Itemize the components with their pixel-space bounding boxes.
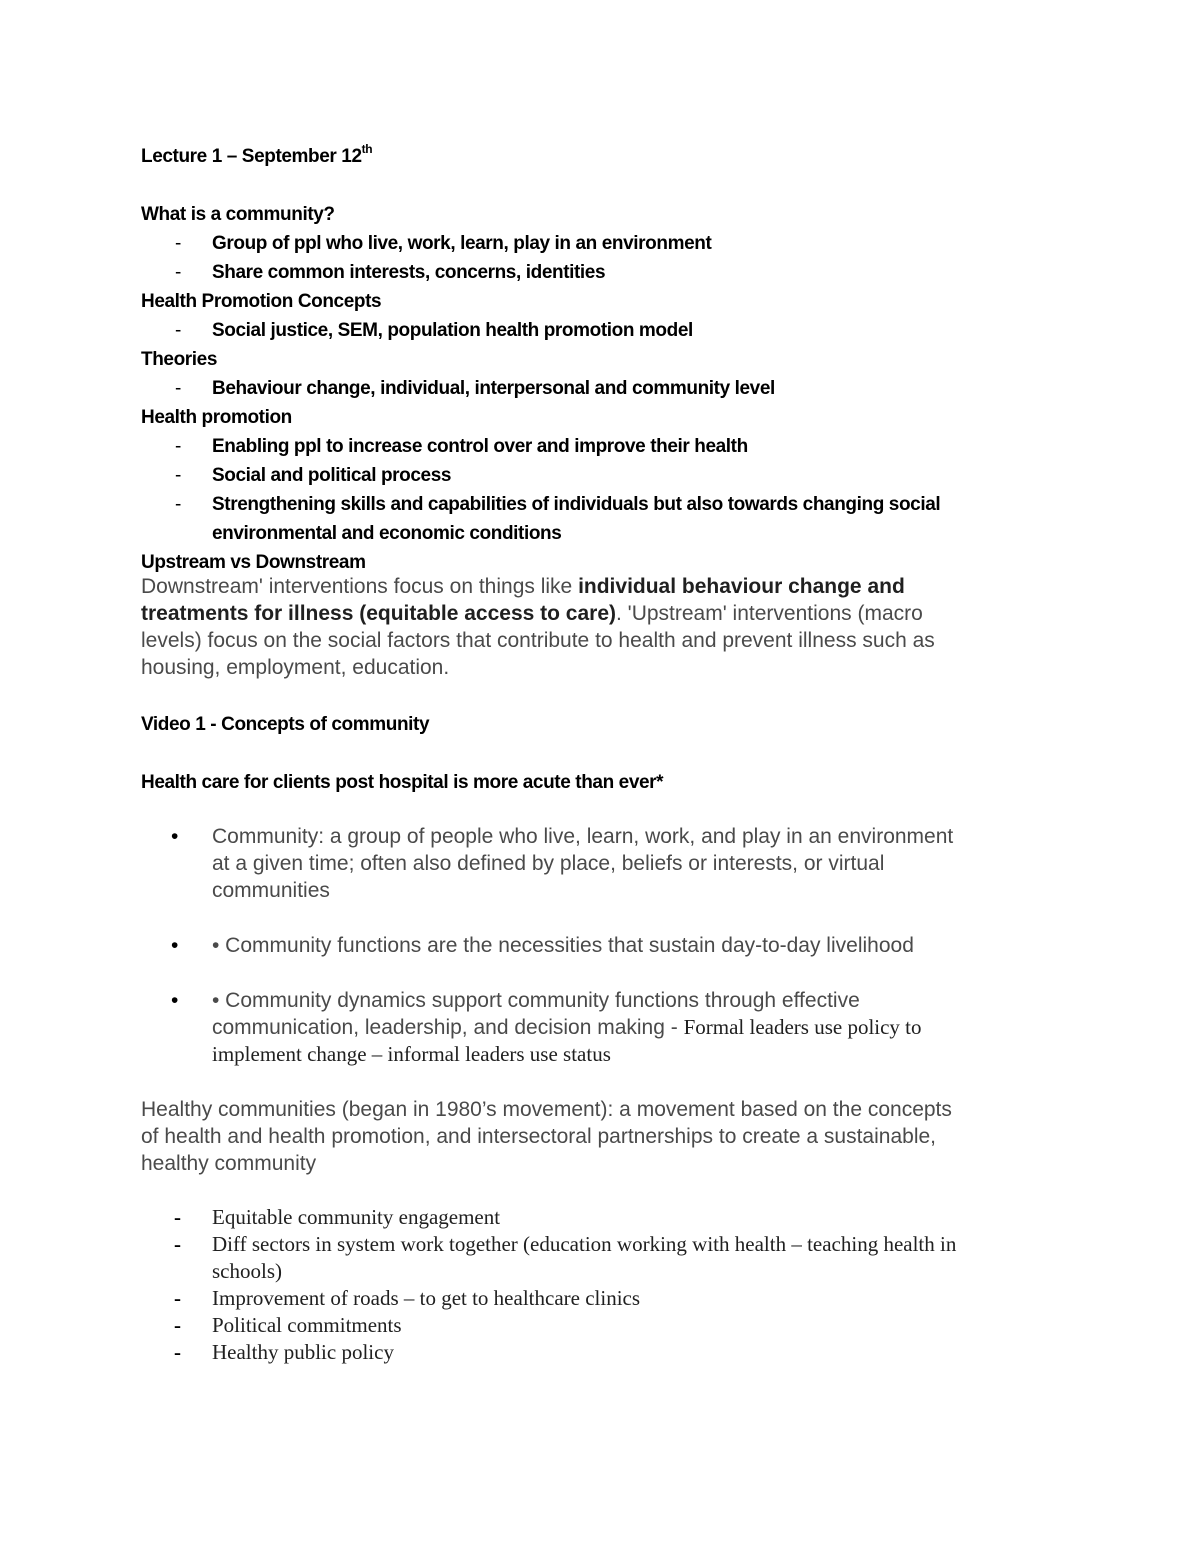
list-item: - Enabling ppl to increase control over and improve their health	[141, 432, 940, 461]
acute-note: Health care for clients post hospital is more acute than ever*	[141, 772, 664, 793]
dash-marker: -	[175, 378, 181, 399]
list-item: - Group of ppl who live, work, learn, play in an environment	[141, 229, 940, 258]
healthy-communities-paragraph: Healthy communities (began in 1980’s movement): a movement based on the concepts of health and health promotion, and intersectoral partnerships to create a sustainable, healthy community	[141, 1098, 952, 1175]
health-promotion-heading: Health promotion	[141, 407, 292, 428]
dash-marker: -	[175, 494, 181, 515]
list-item: - Social justice, SEM, population health promotion model	[141, 316, 940, 345]
community-section	[141, 200, 940, 577]
dash-marker: -	[175, 465, 181, 486]
list-item-continuation: environmental and economic conditions	[212, 523, 562, 544]
list-item: - Strengthening skills and capabilities of individuals but also towards changing social	[141, 490, 940, 519]
list-item: • Community: a group of people who live, learn, work, and play in an environment at a given time; often also defined by place, beliefs or interests, or virtual communities	[171, 825, 954, 902]
community-bullet-3	[141, 987, 922, 1068]
list-item: • • Community dynamics support community functions through effective communication, leadership, and decision making - Formal leaders use policy to implement change – informal leaders use status	[171, 989, 922, 1066]
video-heading: Video 1 - Concepts of community	[141, 714, 430, 735]
bullet-marker: •	[171, 934, 179, 957]
list-item: - Improvement of roads – to get to healthcare clinics	[174, 1286, 641, 1310]
community-bullet-1	[141, 823, 953, 904]
health-promotion-list	[141, 432, 940, 548]
healthy-communities-list	[141, 1204, 956, 1366]
dash-marker: -	[174, 1205, 181, 1229]
list-item: - Political commitments	[174, 1313, 402, 1337]
bullet-marker: •	[171, 989, 179, 1012]
dash-marker: -	[174, 1313, 181, 1337]
community-heading: What is a community?	[141, 204, 335, 225]
upstream-paragraph: Downstream' interventions focus on things like individual behaviour change and treatments for illness (equitable access to care). 'Upstream' interventions (macro levels) focus on the social factors that contribute to health and prevent illness such as housing, employment, education.	[141, 575, 935, 679]
theories-heading: Theories	[141, 349, 217, 370]
hp-concepts-heading: Health Promotion Concepts	[141, 291, 382, 312]
bullet-marker: •	[171, 825, 179, 848]
hp-concepts-list	[141, 316, 940, 345]
community-bullet-2	[141, 932, 914, 959]
theories-list	[141, 374, 940, 403]
list-item: - Behaviour change, individual, interpersonal and community level	[141, 374, 940, 403]
list-item: • • Community functions are the necessities that sustain day-to-day livelihood	[171, 934, 914, 957]
dash-marker: -	[175, 320, 181, 341]
list-item: - Healthy public policy	[174, 1340, 394, 1364]
dash-marker: -	[174, 1286, 181, 1310]
list-item: - Social and political process	[141, 461, 940, 490]
list-item: - Share common interests, concerns, identities	[141, 258, 940, 287]
dash-marker: -	[175, 233, 181, 254]
dash-marker: -	[174, 1232, 181, 1256]
list-item: - Diff sectors in system work together (education working with health – teaching health in schools)	[174, 1232, 957, 1283]
dash-marker: -	[174, 1340, 181, 1364]
list-item: - Equitable community engagement	[174, 1205, 501, 1229]
dash-marker: -	[175, 436, 181, 457]
lecture-title	[141, 142, 372, 171]
community-list	[141, 229, 940, 287]
upstream-heading: Upstream vs Downstream	[141, 552, 366, 573]
lecture-title-superscript: th	[361, 142, 373, 156]
dash-marker: -	[175, 262, 181, 283]
lecture-title-text: Lecture 1 – September 12	[141, 146, 362, 167]
